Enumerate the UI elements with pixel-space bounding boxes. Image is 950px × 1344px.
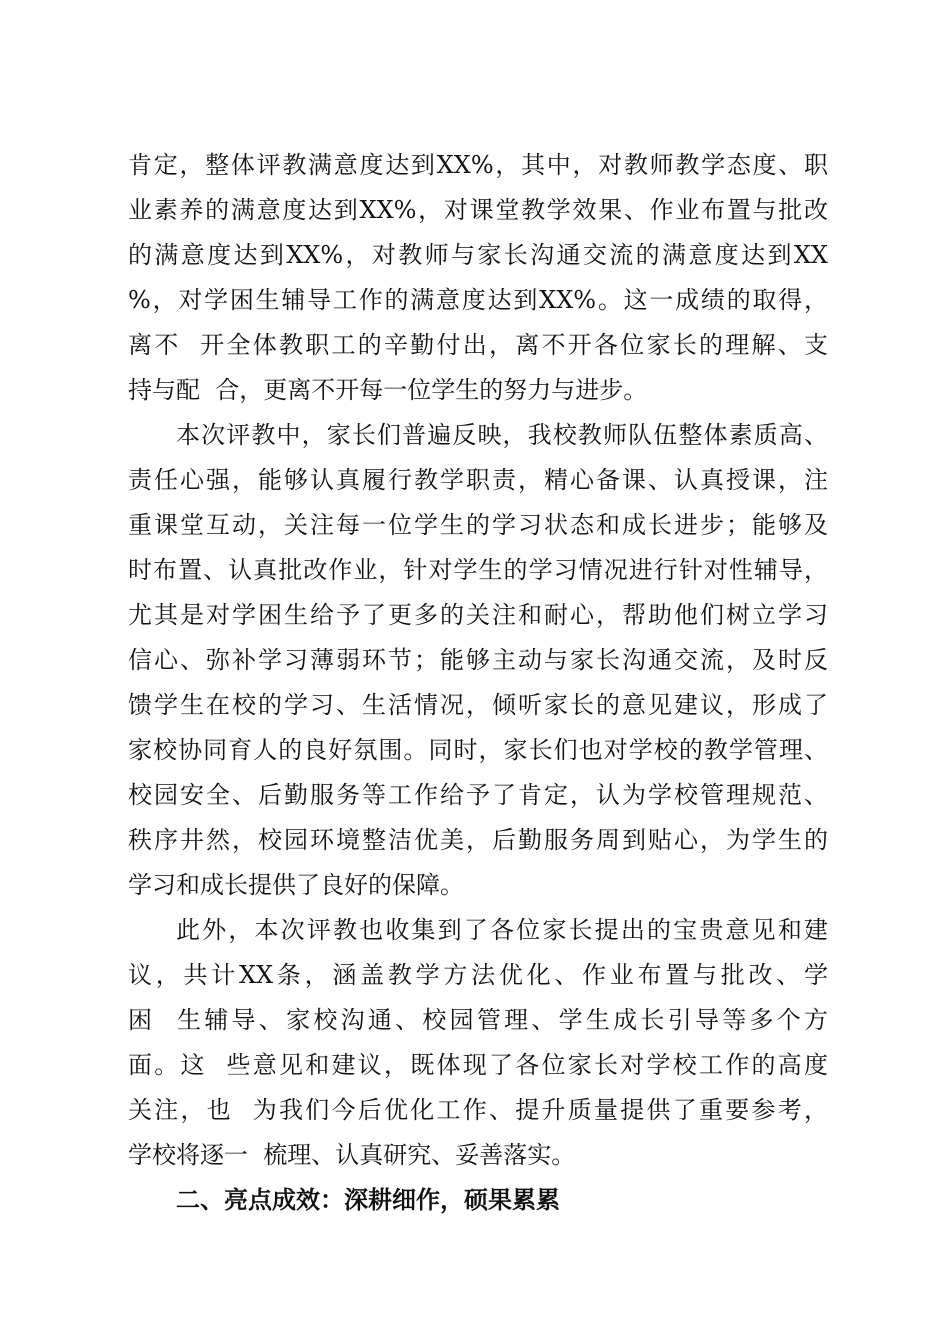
paragraph-line: 困 生辅导、家校沟通、校园管理、学生成长引导等多个方 bbox=[128, 1006, 828, 1034]
paragraph-line: 责任心强，能够认真履行教学职责，精心备课、认真授课，注 bbox=[128, 466, 828, 494]
paragraph-line: 此外，本次评教也收集到了各位家长提出的宝贵意见和建 bbox=[176, 916, 828, 944]
paragraph-line: 关注，也 为我们今后优化工作、提升质量提供了重要参考， bbox=[128, 1096, 828, 1124]
paragraph-line: 学校将逐一 梳理、认真研究、妥善落实。 bbox=[128, 1141, 576, 1169]
paragraph-line: 重课堂互动，关注每一位学生的学习状态和成长进步；能够及 bbox=[128, 511, 828, 539]
paragraph-line: 信心、弥补学习薄弱环节；能够主动与家长沟通交流，及时反 bbox=[128, 646, 828, 674]
paragraph-line: 家校协同育人的良好氛围。同时，家长们也对学校的教学管理、 bbox=[128, 736, 828, 764]
paragraph-line: 学习和成长提供了良好的保障。 bbox=[128, 871, 464, 899]
section-heading: 二、亮点成效：深耕细作，硕果累累 bbox=[176, 1186, 560, 1214]
paragraph-line: 的满意度达到XX%，对教师与家长沟通交流的满意度达到XX bbox=[128, 241, 828, 269]
paragraph-line: 肯定，整体评教满意度达到XX%，其中，对教师教学态度、职 bbox=[128, 151, 828, 179]
paragraph-line: 本次评教中，家长们普遍反映，我校教师队伍整体素质高、 bbox=[176, 421, 828, 449]
paragraph-line: 校园安全、后勤服务等工作给予了肯定，认为学校管理规范、 bbox=[128, 781, 828, 809]
paragraph-line: %，对学困生辅导工作的满意度达到XX%。这一成绩的取得， bbox=[128, 286, 828, 314]
paragraph-line: 业素养的满意度达到XX%，对课堂教学效果、作业布置与批改 bbox=[128, 196, 828, 224]
paragraph-line: 持与配 合，更离不开每一位学生的努力与进步。 bbox=[128, 376, 648, 404]
paragraph-line: 面。这 些意见和建议，既体现了各位家长对学校工作的高度 bbox=[128, 1051, 828, 1079]
paragraph-line: 秩序井然，校园环境整洁优美，后勤服务周到贴心，为学生的 bbox=[128, 826, 828, 854]
paragraph-line: 议，共计XX条，涵盖教学方法优化、作业布置与批改、学 bbox=[128, 961, 828, 989]
paragraph-line: 离不 开全体教职工的辛勤付出，离不开各位家长的理解、支 bbox=[128, 331, 828, 359]
paragraph-line: 尤其是对学困生给予了更多的关注和耐心，帮助他们树立学习 bbox=[128, 601, 828, 629]
paragraph-line: 时布置、认真批改作业，针对学生的学习情况进行针对性辅导， bbox=[128, 556, 828, 584]
paragraph-line: 馈学生在校的学习、生活情况，倾听家长的意见建议，形成了 bbox=[128, 691, 828, 719]
